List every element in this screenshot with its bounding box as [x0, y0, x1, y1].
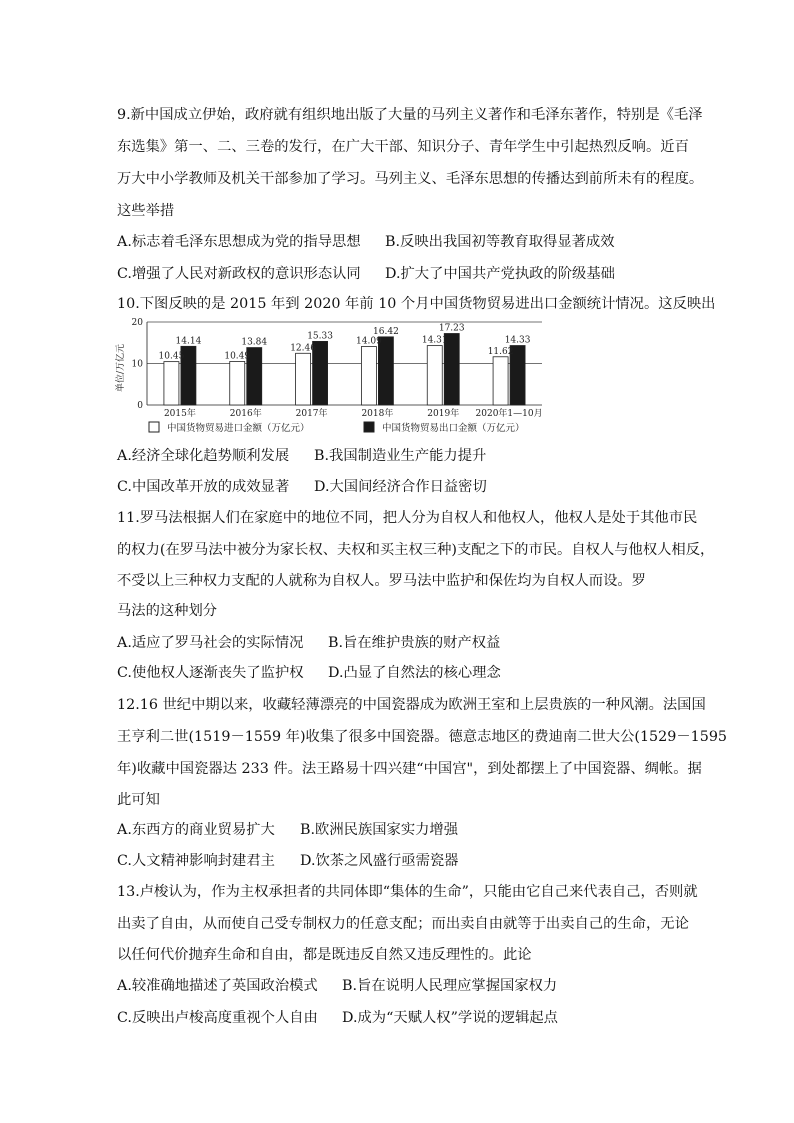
q12-option-c[interactable]: C.人文精神影响封建君主 [117, 853, 275, 869]
q13-option-d[interactable]: D.成为“天赋人权”学说的逻辑起点 [342, 1010, 558, 1026]
x-tick-label: 2015年 [163, 409, 196, 419]
x-tick-label: 2017年 [295, 409, 328, 419]
import-value-label: 14.31 [421, 335, 448, 346]
q12-stem-line-4: 此可知 [117, 792, 160, 808]
y-tick-label: 0 [137, 401, 143, 411]
x-tick-label: 2016年 [229, 409, 262, 419]
import-bar [427, 346, 442, 405]
q9-stem-line-1: 9.新中国成立伊始，政府就有组织地出版了大量的马列主义著作和毛泽东著作，特别是《毛泽 [117, 107, 703, 123]
legend-label-import: 中国货物贸易进口金额（万亿元） [167, 423, 310, 434]
q13-stem-line-2: 出卖了自由，从而使自己受专制权力的任意支配；而出卖自由就等于出卖自己的生命，无论 [117, 916, 689, 932]
q11-stem-line-2: 的权力(在罗马法中被分为家长权、夫权和买主权三种)支配之下的市民。自权人与他权人相反， [117, 542, 715, 558]
q10-option-a[interactable]: A.经济全球化趋势顺利发展 [117, 448, 290, 464]
q12-option-b[interactable]: B.欧洲民族国家实力增强 [300, 822, 459, 838]
chart-y-axis-label: 单位/万亿元 [116, 343, 126, 393]
x-tick-label: 2018年 [361, 409, 394, 419]
y-tick-label: 20 [131, 318, 143, 328]
import-value-label: 12.46 [290, 343, 316, 354]
q12-option-a[interactable]: A.东西方的商业贸易扩大 [117, 822, 275, 838]
q13-stem-line-3: 以任何代价抛弃生命和自由，都是既违反自然又违反理性的。此论 [117, 947, 532, 963]
q11-stem-line-3: 不受以上三种权力支配的人就称为自权人。罗马法中监护和保佐均为自权人而设。罗 [117, 573, 646, 589]
import-bar [361, 347, 376, 405]
q9-stem-line-4: 这些举措 [117, 203, 175, 219]
q9-option-d[interactable]: D.扩大了中国共产党执政的阶级基础 [385, 266, 615, 282]
chart-y-ticks [132, 318, 144, 411]
q13-option-b[interactable]: B.旨在说明人民理应掌握国家权力 [342, 978, 558, 994]
q11-option-a[interactable]: A.适应了罗马社会的实际情况 [117, 635, 304, 651]
export-value-label: 14.33 [504, 335, 531, 346]
x-tick-label: 2019年 [427, 409, 460, 419]
q13-option-c[interactable]: C.反映出卢梭高度重视个人自由 [117, 1010, 318, 1026]
export-value-label: 14.14 [175, 336, 202, 347]
q9-option-c[interactable]: C.增强了人民对新政权的意识形态认同 [117, 266, 361, 282]
import-value-label: 10.49 [224, 351, 251, 362]
export-value-label: 17.23 [438, 323, 465, 334]
y-tick-label: 10 [131, 359, 143, 370]
trade-bar-chart [112, 310, 562, 440]
q11-option-c[interactable]: C.使他权人逐渐丧失了监护权 [117, 665, 304, 681]
export-bar [378, 337, 393, 405]
chart-x-ticks [164, 407, 543, 419]
q9-option-b[interactable]: B.反映出我国初等教育取得显著成效 [385, 234, 615, 250]
import-bar [164, 362, 179, 405]
chart-bar-labels [159, 323, 531, 361]
legend-label-export: 中国货物贸易出口金额（万亿元） [382, 423, 525, 434]
q13-stem-line-1: 13.卢梭认为，作为主权承担者的共同体即“集体的生命”，只能由它自己来代表自己，否则就 [117, 884, 698, 900]
chart-bars [164, 333, 525, 405]
x-tick-label: 2020年1—10月 [475, 409, 543, 419]
q10-option-c[interactable]: C.中国改革开放的成效显著 [117, 479, 290, 495]
chart-gridlines [147, 322, 542, 405]
q12-stem-line-1: 12.16 世纪中期以来，收藏轻薄漂亮的中国瓷器成为欧洲王室和上层贵族的一种风潮。法国国 [117, 697, 706, 713]
export-value-label: 13.84 [241, 337, 268, 348]
legend-swatch-export [364, 422, 374, 432]
import-value-label: 10.45 [158, 351, 185, 362]
legend-swatch-import [149, 422, 159, 432]
q11-option-b[interactable]: B.旨在维护贵族的财产权益 [328, 635, 501, 651]
export-value-label: 15.33 [307, 331, 333, 342]
q12-option-d[interactable]: D.饮茶之风盛行亟需瓷器 [300, 853, 459, 869]
q12-stem-line-2: 王亨利二世(1519－1559 年)收集了很多中国瓷器。德意志地区的费迪南二世大公(1529－1595 [117, 729, 728, 745]
chart-legend [149, 422, 525, 434]
q11-option-d[interactable]: D.凸显了自然法的核心理念 [328, 665, 501, 681]
import-bar [230, 361, 245, 405]
q9-option-a[interactable]: A.标志着毛泽东思想成为党的指导思想 [117, 234, 361, 250]
q9-stem-line-2: 东选集》第一、二、三卷的发行，在广大干部、知识分子、青年学生中引起热烈反响。近百 [117, 139, 689, 155]
q10-option-b[interactable]: B.我国制造业生产能力提升 [314, 448, 487, 464]
q11-stem-line-4: 马法的这种划分 [117, 603, 218, 619]
import-bar [493, 357, 508, 405]
q12-stem-line-3: 年)收藏中国瓷器达 233 件。法王路易十四兴建“中国宫"，到处都摆上了中国瓷器、绸帐。据 [117, 761, 702, 777]
q9-stem-line-3: 万大中小学教师及机关干部参加了学习。马列主义、毛泽东思想的传播达到前所未有的程度。 [117, 171, 704, 187]
import-bar [296, 353, 311, 405]
import-value-label: 11.62 [487, 346, 514, 357]
q11-stem-line-1: 11.罗马法根据人们在家庭中的地位不同，把人分为自权人和他权人，他权人是处于其他市民 [117, 510, 698, 526]
q10-option-d[interactable]: D.大国间经济合作日益密切 [314, 479, 487, 495]
q13-option-a[interactable]: A.较准确地描述了英国政治模式 [117, 978, 318, 994]
import-value-label: 14.09 [356, 336, 382, 347]
q10-stem-line-1: 10.下图反映的是 2015 年到 2020 年前 10 个月中国货物贸易进出口金额统计情况。这反映出 [117, 296, 716, 312]
export-value-label: 16.42 [373, 326, 399, 337]
